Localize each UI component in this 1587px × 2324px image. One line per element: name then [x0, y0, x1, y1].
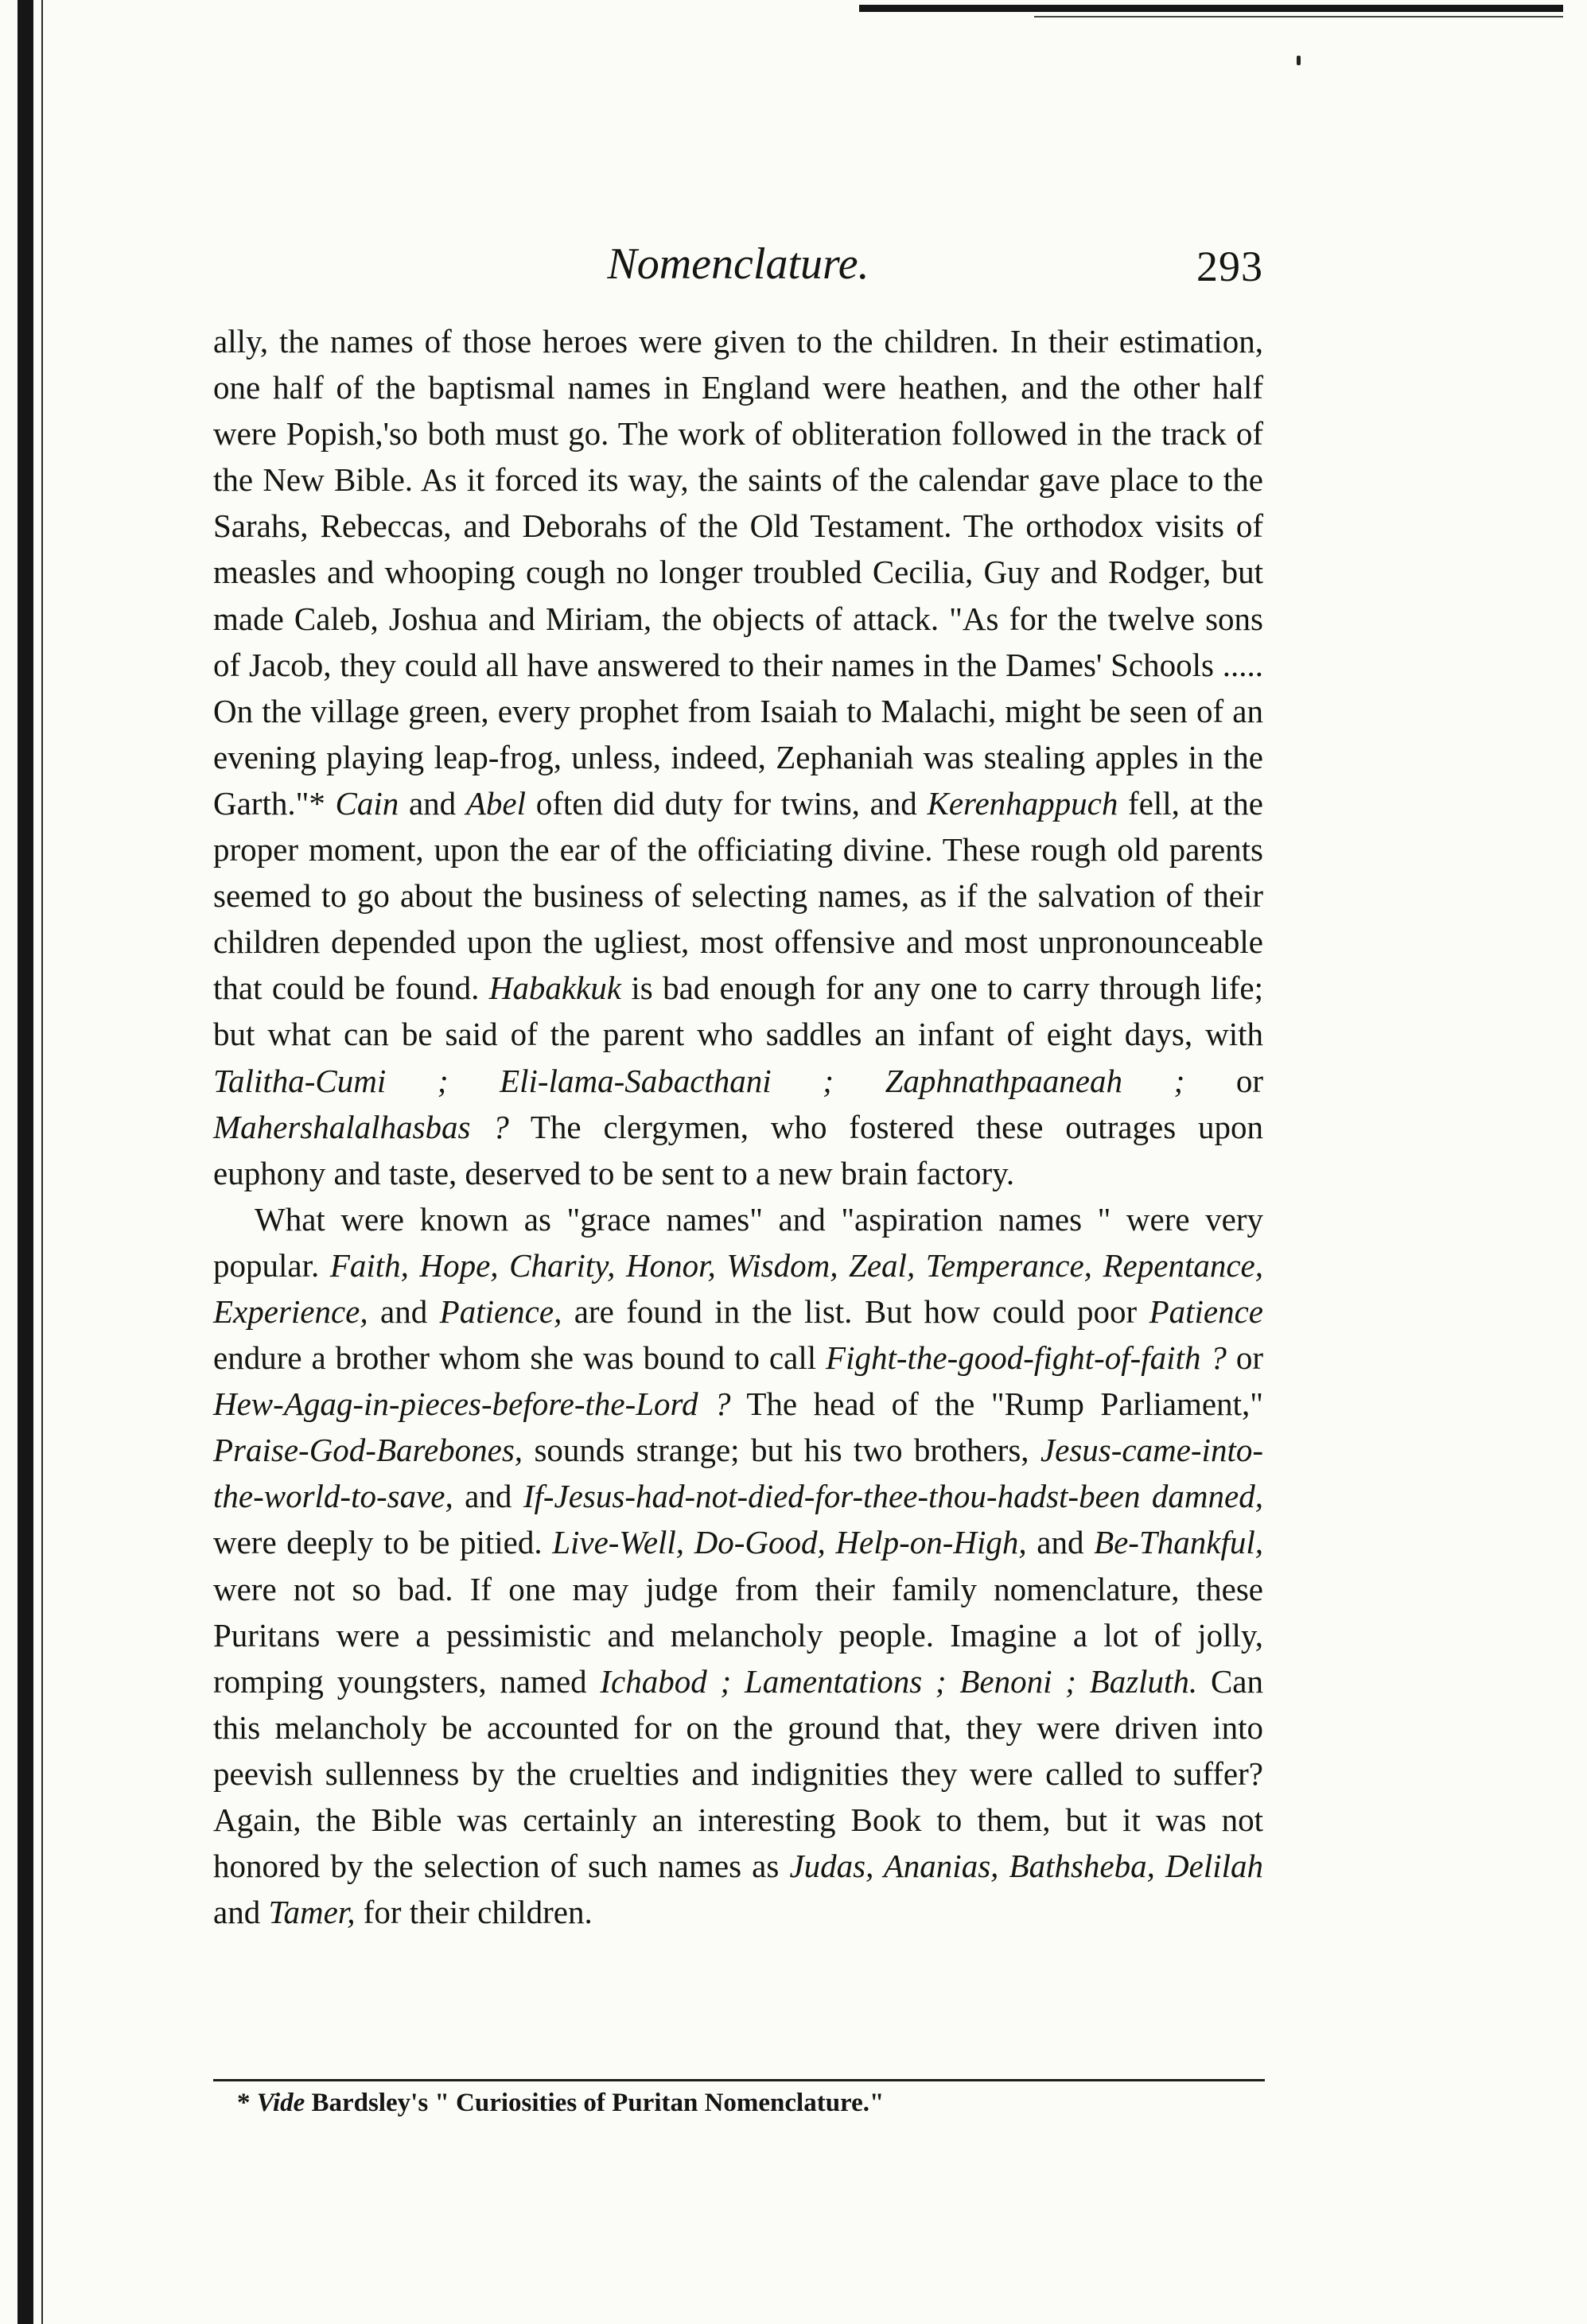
italic-name-text: Patience,: [439, 1292, 562, 1330]
italic-name-text: Praise-God-Barebones,: [213, 1432, 523, 1469]
paragraph-text: is bad enough for any one to carry through life; but what can be said of the parent who saddles an infant of eight days, with: [213, 970, 1263, 1053]
italic-name-text: Mahershalalhasbas ?: [213, 1108, 509, 1145]
paragraph-text: and: [399, 784, 466, 822]
paragraph-text: were deeply to be pitied.: [213, 1524, 553, 1561]
top-edge-rule: [859, 5, 1563, 12]
italic-name-text: Fight-the-good-fight-of-faith ?: [826, 1339, 1227, 1377]
footnote-rule: [213, 2079, 1265, 2081]
italic-name-text: Ichabod ; Lamentations ; Benoni ; Bazluth.: [600, 1662, 1198, 1700]
italic-name-text: Faith, Hope, Charity, Honor, Wisdom, Zeal, Temperance, Repentance, Experience,: [213, 1246, 1263, 1330]
paragraph-text: Can this melancholy be accounted for on the ground that, they were driven into peevish sullenness by the cruelties and indignities they were called to suffer? Again, the Bible was certainly an interesting Book to them, but it was not honored by the selection of such names as: [213, 1662, 1263, 1885]
italic-name-text: If-Jesus-had-not-died-for-thee-thou-hadst-been damned,: [523, 1478, 1263, 1515]
paragraph: [213, 1196, 1263, 1936]
paragraph: [213, 318, 1263, 1196]
page-edge-line: [41, 0, 43, 2324]
paragraph-text: or: [1226, 1339, 1263, 1377]
page-number: 293: [1196, 243, 1263, 290]
paragraph-text: were not so bad. If one may judge from their family nomenclature, these Puritans were a pessimistic and melancholy people. Imagine a lot of jolly, romping youngsters, named: [213, 1570, 1263, 1700]
italic-name-text: Abel: [465, 784, 527, 822]
running-title: Nomenclature.: [607, 239, 869, 289]
italic-name-text: Hew-Agag-in-pieces-before-the-Lord ?: [213, 1385, 731, 1423]
paragraph-text: What were known as "grace names" and "aspiration names " were very popular.: [213, 1200, 1263, 1284]
italic-name-text: Jesus-came-into-the-world-to-save,: [213, 1432, 1263, 1515]
paragraph-text: The clergymen, who fostered these outrages upon euphony and taste, deserved to be sent to a new brain factory.: [213, 1108, 1263, 1191]
paragraph-text: often did duty for twins, and: [526, 784, 928, 822]
paragraph-text: and: [368, 1292, 440, 1330]
paragraph-text: and: [1026, 1524, 1095, 1561]
italic-name-text: Talitha-Cumi ; Eli-lama-Sabacthani ; Zaphnathpaaneah ;: [213, 1062, 1185, 1099]
italic-name-text: Live-Well, Do-Good, Help-on-High,: [552, 1524, 1027, 1561]
top-edge-thin-rule: [1034, 16, 1563, 17]
italic-name-text: Habakkuk: [488, 970, 621, 1007]
body-text: [213, 318, 1263, 1935]
paragraph-text: ally, the names of those heroes were given to the children. In their estimation, one half of the baptismal names in England were heathen, and the other half were Popish,'so both must go. The work of obliteration followed in the track of the New Bible. As it forced its way, the saints of the calendar gave place to the Sarahs, Rebeccas, and Deborahs of the Old Testament. The orthodox visits of measles and whooping cough no longer troubled Cecilia, Guy and Rodger, but made Caleb, Joshua and Miriam, the objects of attack. "As for the twelve sons of Jacob, they could all have answered to their names in the Dames' Schools ..... On the village green, every prophet from Isaiah to Malachi, might be seen of an evening playing leap-frog, unless, indeed, Zephaniah was stealing apples in the Garth."*: [213, 323, 1263, 822]
scan-speck: [1297, 56, 1301, 65]
paragraph-text: or: [1184, 1062, 1263, 1099]
paragraph-text: are found in the list. But how could poor: [562, 1292, 1149, 1330]
italic-name-text: Patience: [1149, 1292, 1263, 1330]
paragraph-text: The head of the "Rump Parliament,": [730, 1385, 1264, 1423]
italic-name-text: Judas, Ananias, Bathsheba, Delilah: [789, 1848, 1264, 1885]
paragraph-text: sounds strange; but his two brothers,: [523, 1432, 1040, 1469]
italic-name-text: Tamer,: [268, 1894, 356, 1931]
paragraph-text: endure a brother whom she was bound to call: [213, 1339, 827, 1377]
footnote-vide: Vide: [256, 2089, 305, 2117]
page-header: [213, 239, 1263, 310]
footnote-text: Bardsley's " Curiosities of Puritan Nomenclature.": [305, 2089, 885, 2117]
italic-name-text: Cain: [335, 784, 399, 822]
paragraph-text: and: [453, 1478, 523, 1515]
italic-name-text: Kerenhappuch: [927, 784, 1118, 822]
footnote-marker: *: [237, 2089, 257, 2117]
paragraph-text: fell, at the proper moment, upon the ear of the officiating divine. These rough old parents seemed to go about the business of selecting names, as if the salvation of their children depended upon the ugliest, most offensive and most unpronounceable that could be found.: [213, 784, 1263, 1007]
footnote: [237, 2084, 1239, 2122]
paragraph-text: and: [213, 1894, 269, 1931]
binding-shadow-left: [18, 0, 33, 2324]
paragraph-text: for their children.: [355, 1894, 593, 1931]
italic-name-text: Be-Thankful,: [1094, 1524, 1263, 1561]
